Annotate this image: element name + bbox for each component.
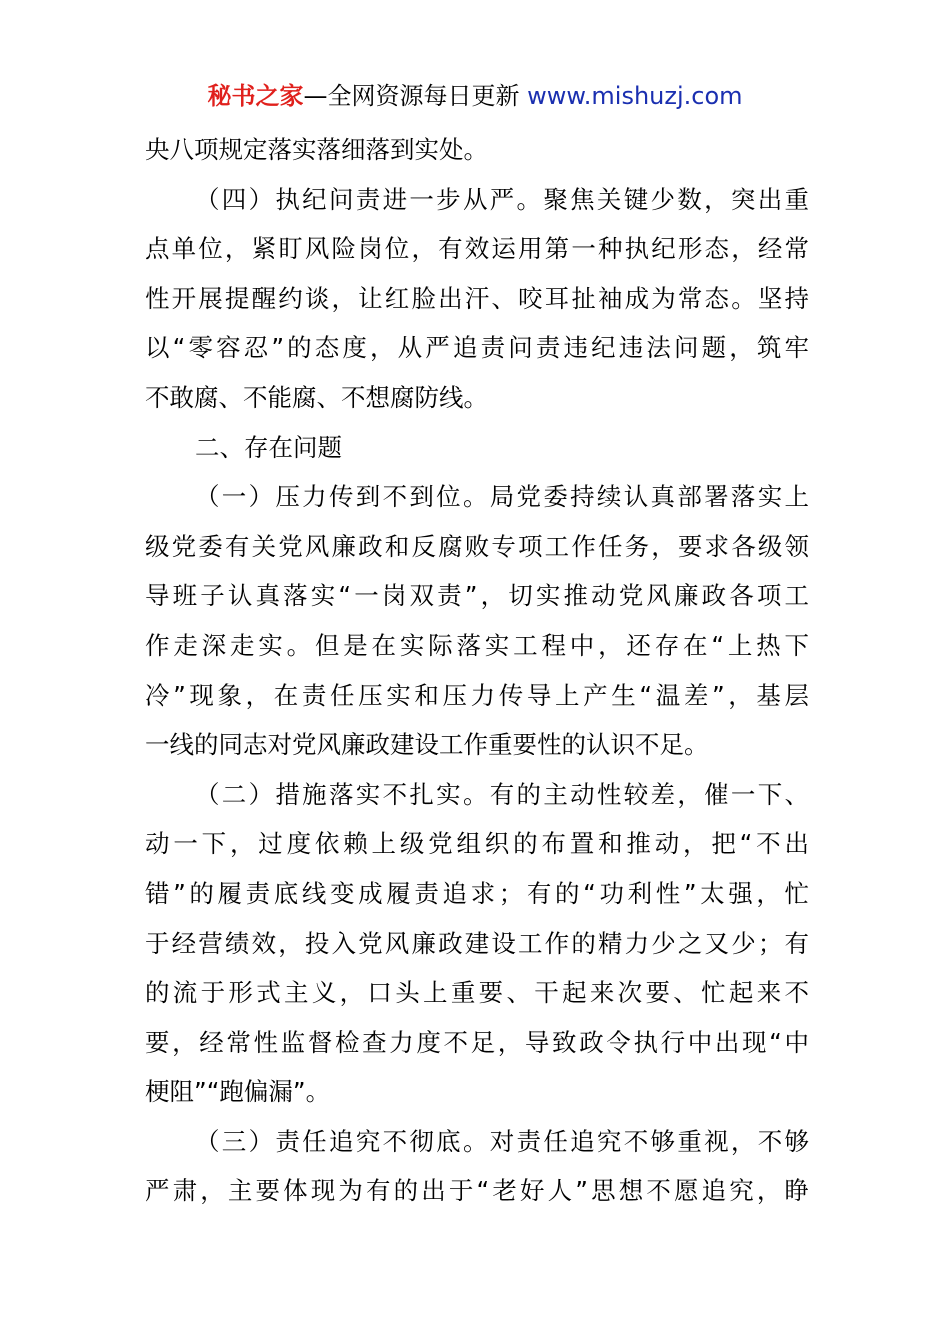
text-line: 冷”现象，在责任压实和压力传导上产生“温差”，基层 [145,680,809,710]
text-line: 以“零容忍”的态度，从严追责问责违纪违法问题，筑牢 [145,333,809,363]
text-line: 梗阻”“跑偏漏”。 [145,1077,331,1107]
brand-name: 秘书之家 [207,82,304,110]
text-line: 错”的履责底线变成履责追求；有的“功利性”太强，忙 [145,878,809,908]
text-line: 于经营绩效，投入党风廉政建设工作的精力少之又少；有 [145,928,809,958]
text-line: 严肃，主要体现为有的出于“老好人”思想不愿追究，睁 [145,1176,809,1206]
text-line: 导班子认真落实“一岗双责”，切实推动党风廉政各项工 [145,581,809,611]
text-line: 要，经常性监督检查力度不足，导致政令执行中出现“中 [145,1027,809,1057]
section-heading-4: （四）执纪问责进一步从严。聚焦关键少数，突出重 [195,184,809,214]
section-heading-3: （三）责任追究不彻底。对责任追究不够重视，不够 [195,1126,809,1156]
site-header [0,78,950,114]
section-title-problems: 二、存在问题 [195,432,342,462]
site-url-link[interactable]: www.mishuzj.com [527,82,743,110]
text-line: 动一下，过度依赖上级党组织的布置和推动，把“不出 [145,829,809,859]
text-line: 的流于形式主义，口头上重要、干起来次要、忙起来不 [145,978,809,1008]
text-line: 一线的同志对党风廉政建设工作重要性的认识不足。 [145,730,709,760]
text-line: 不敢腐、不能腐、不想腐防线。 [145,382,488,412]
document-body [145,125,809,1216]
section-heading-1: （一）压力传到不到位。局党委持续认真部署落实上 [195,482,809,512]
text-line: 级党委有关党风廉政和反腐败专项工作任务，要求各级领 [145,531,809,561]
text-line: 央八项规定落实落细落到实处。 [145,135,488,164]
section-heading-2: （二）措施落实不扎实。有的主动性较差，催一下、 [195,779,809,809]
text-line: 性开展提醒约谈，让红脸出汗、咬耳扯袖成为常态。坚持 [145,283,809,313]
header-tagline: —全网资源每日更新 [303,82,528,110]
text-line: 作走深走实。但是在实际落实工程中，还存在“上热下 [145,630,809,660]
text-line: 点单位，紧盯风险岗位，有效运用第一种执纪形态，经常 [145,234,809,264]
